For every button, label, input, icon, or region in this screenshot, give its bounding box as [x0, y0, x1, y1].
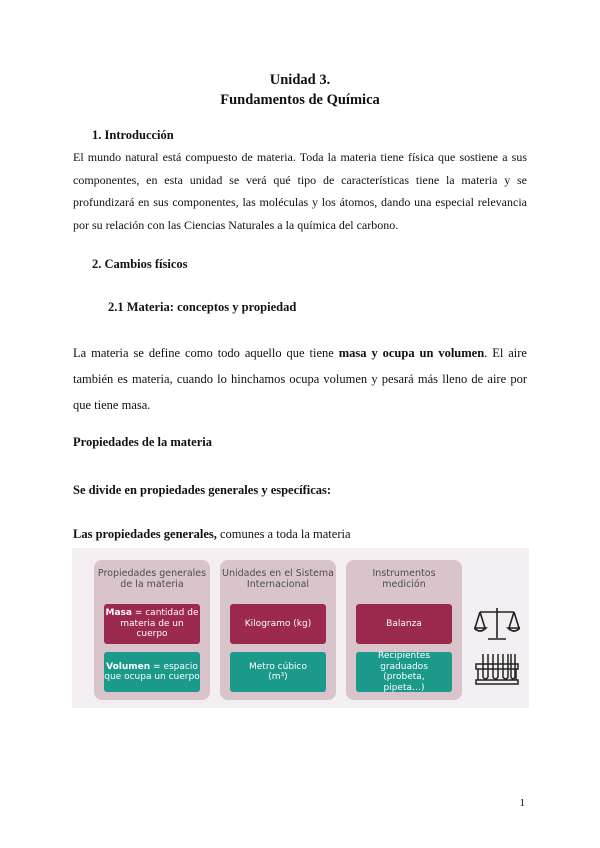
section-2-1-heading: 2.1 Materia: conceptos y propiedad: [108, 300, 297, 314]
panel-title: Unidades en el Sistema Internacional: [222, 568, 334, 590]
definition-text-a: La materia se define como todo aquello que tiene: [73, 346, 339, 360]
divide-heading: Se divide en propiedades generales y específicas:: [73, 483, 332, 497]
page-title: Fundamentos de Química: [220, 92, 380, 108]
definition-bold: masa y ocupa un volumen: [338, 346, 485, 360]
section-1-paragraph: El mundo natural está compuesto de materia. Toda la materia tiene física que sostiene a sus componentes, en esta unidad se verá qué tipo de características tiene la materia y se profundizará en sus componentes, las moléculas y los átomos, dando una especial relevancia por su relación con las Ciencias Naturales a la química del carbono.: [73, 150, 527, 232]
cubic-meter-label: Metro cúbico: [248, 661, 308, 672]
panel-si-units: [220, 560, 336, 700]
properties-heading: Propiedades de la materia: [73, 435, 212, 449]
volume-box: [104, 652, 200, 692]
mass-box: [104, 604, 200, 644]
volume-description: = espacio que ocupa un cuerpo: [104, 661, 200, 682]
section-1-heading: 1. Introducción: [92, 128, 174, 142]
mass-label: Masa: [105, 608, 132, 619]
panel-title: Propiedades generales de la materia: [97, 568, 207, 590]
cubic-meter-unit: (m³): [268, 672, 288, 682]
graduated-containers-label: Recipientes graduados (probeta, pipeta…): [377, 651, 431, 693]
materia-definition-paragraph: [73, 340, 527, 418]
volume-label: Volumen: [106, 661, 151, 672]
mass-description: = cantidad de materia de un cuerpo: [120, 608, 199, 640]
panel-instruments: [346, 560, 462, 700]
definition-text-b: . El aire también es materia, cuando lo hinchamos ocupa volumen y pesará más lleno de aire por que tiene masa.: [73, 346, 527, 412]
graduated-containers-box: [356, 652, 452, 692]
kilogram-label: Kilogramo (kg): [244, 618, 312, 629]
general-properties-bold: Las propiedades generales,: [73, 527, 217, 541]
general-properties-rest: comunes a toda la materia: [216, 527, 351, 541]
panel-general-properties: [94, 560, 210, 700]
unit-number: Unidad 3.: [269, 72, 331, 88]
section-2-heading: 2. Cambios físicos: [92, 257, 188, 271]
balance-box: [356, 604, 452, 644]
kilogram-box: [230, 604, 326, 644]
properties-figure: [72, 548, 529, 708]
balance-label: Balanza: [386, 618, 422, 629]
panel-title: Instrumentos medición: [372, 568, 436, 590]
balance-scale-icon: [474, 604, 520, 644]
test-tubes-icon: [474, 650, 520, 690]
cubic-meter-box: [230, 652, 326, 692]
general-properties-line: [73, 527, 351, 542]
page-number: 1: [519, 797, 525, 809]
